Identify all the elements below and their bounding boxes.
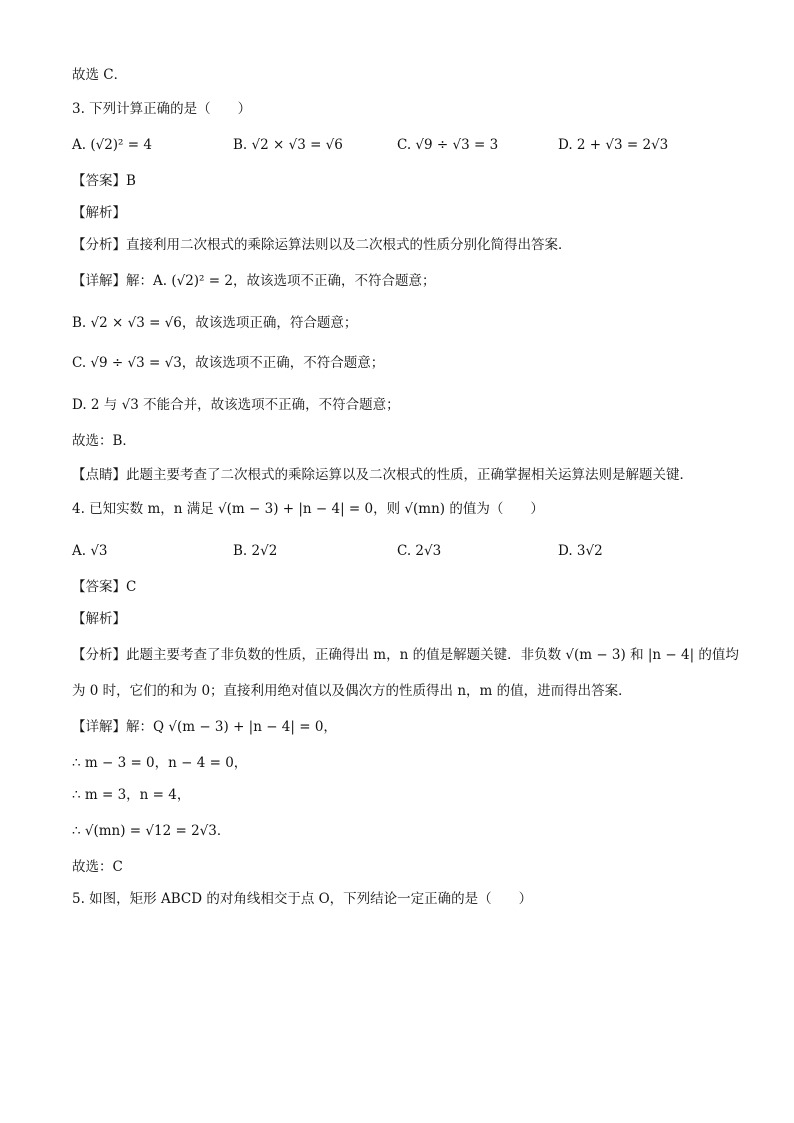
q3-detail-a: 【详解】解：A. (√2)² = 2，故该选项不正确，不符合题意； (72, 273, 436, 289)
q3-option-b: B. √2 × √3 = √6 (233, 137, 343, 153)
q3-option-d: D. 2 + √3 = 2√3 (558, 137, 669, 153)
q3-remark: 【点睛】此题主要考查了二次根式的乘除运算以及二次根式的性质，正确掌握相关运算法则是解题关键． (72, 467, 693, 483)
q4-analysis-line-1: 【分析】此题主要考查了非负数的性质，正确得出 m，n 的值是解题关键．非负数 √(m − 3) 和 |n − 4| 的值均 (72, 647, 739, 663)
question-4-stem: 4. 已知实数 m，n 满足 √(m − 3) + |n − 4| = 0，则 √(mn) 的值为（ ） (72, 501, 544, 517)
q3-conclusion: 故选：B． (72, 433, 136, 449)
q3-answer: 【答案】B (72, 173, 136, 189)
question-5-stem: 5. 如图，矩形 ABCD 的对角线相交于点 O，下列结论一定正确的是（ ） (72, 891, 533, 907)
q4-detail-line-4: ∴ √(mn) = √12 = 2√3． (72, 823, 231, 839)
q3-option-a: A. (√2)² = 4 (72, 137, 152, 153)
q4-detail-line-1: 【详解】解：Q √(m − 3) + |n − 4| = 0， (72, 719, 337, 735)
q4-analysis-line-2: 为 0 时，它们的和为 0；直接利用绝对值以及偶次方的性质得出 n，m 的值，进而得出答案． (72, 683, 632, 699)
q3-detail-b: B. √2 × √3 = √6，故该选项正确，符合题意； (72, 315, 358, 331)
question-3-stem: 3. 下列计算正确的是（ ） (72, 101, 252, 117)
q3-option-c: C. √9 ÷ √3 = 3 (397, 137, 499, 153)
q4-option-d: D. 3√2 (558, 543, 603, 559)
q4-answer: 【答案】C (72, 579, 137, 595)
q4-conclusion: 故选：C (72, 859, 123, 875)
q4-detail-line-3: ∴ m = 3，n = 4， (72, 787, 191, 803)
q3-analysis-text: 【分析】直接利用二次根式的乘除运算法则以及二次根式的性质分别化简得出答案． (72, 237, 572, 253)
q4-analysis-heading: 【解析】 (72, 611, 126, 627)
q4-option-a: A. √3 (72, 543, 108, 559)
q4-detail-line-2: ∴ m − 3 = 0，n − 4 = 0， (72, 755, 248, 771)
q3-detail-c: C. √9 ÷ √3 = √3，故该选项不正确，不符合题意； (72, 355, 385, 371)
q3-analysis-heading: 【解析】 (72, 205, 126, 221)
q4-option-b: B. 2√2 (233, 543, 278, 559)
q4-option-c: C. 2√3 (397, 543, 442, 559)
text-line: 故选 C． (72, 67, 128, 83)
q3-detail-d: D. 2 与 √3 不能合并，故该选项不正确，不符合题意； (72, 397, 400, 413)
